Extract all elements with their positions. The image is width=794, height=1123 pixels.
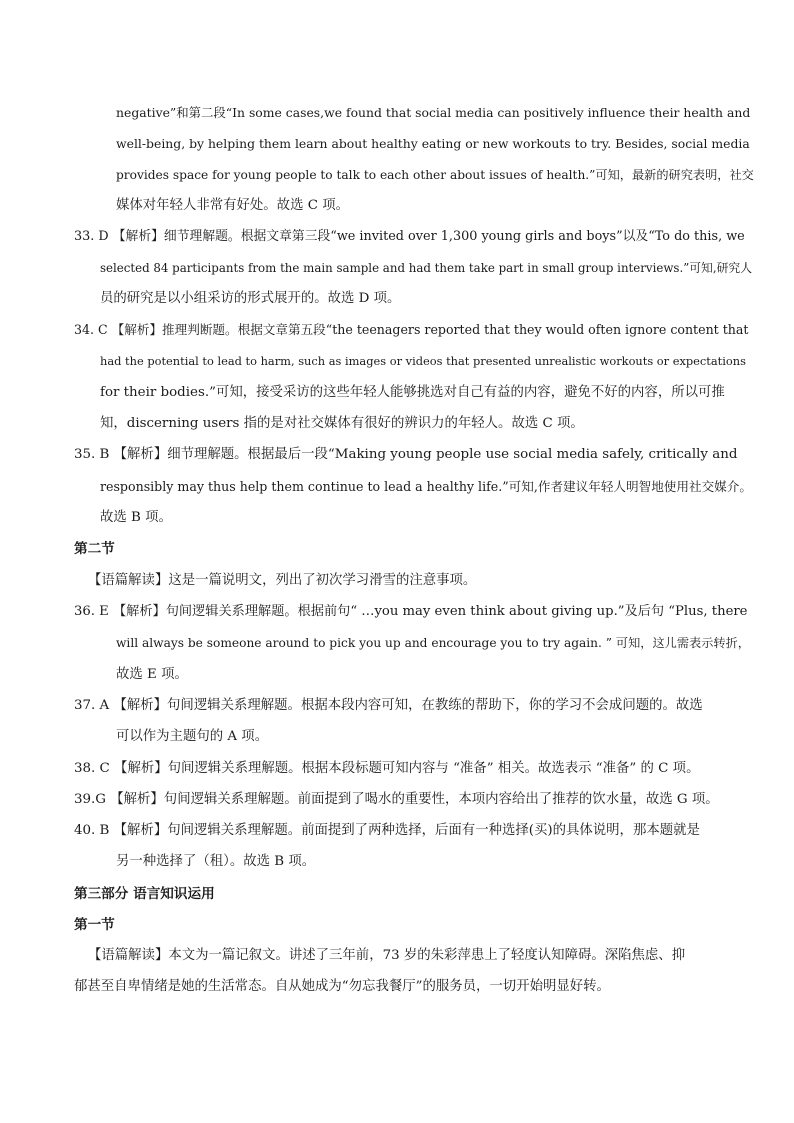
answer-35: 35. B 【解析】细节理解题。根据最后一段“Making young people use social media safely, critically and xyxy=(74,447,738,462)
text-line: 可以作为主题句的 A 项。 xyxy=(116,729,269,744)
text-line: negative”和第二段“In some cases,we found that social media can positively influence their health and xyxy=(116,105,751,120)
answer-37: 37. A 【解析】句间逻辑关系理解题。根据本段内容可知，在教练的帮助下，你的学习不会成问题的。故选 xyxy=(74,698,703,713)
text-line: 媒体对年轻人非常有好处。故选 C 项。 xyxy=(116,198,350,213)
text-line: 知，discerning users 指的是对社交媒体有很好的辨识力的年轻人。故选 C 项。 xyxy=(100,416,584,431)
passage-summary: 【语篇解读】这是一篇说明文，列出了初次学习滑雪的注意事项。 xyxy=(88,573,477,588)
answer-36: 36. E 【解析】句间逻辑关系理解题。根据前句“ …you may even think about giving up.”及后句 “Plus, there xyxy=(74,604,748,619)
text-line: 故选 E 项。 xyxy=(116,667,188,682)
text-line: 故选 B 项。 xyxy=(100,510,172,525)
text-line: will always be someone around to pick you up and encourage you to try again. ” 可知，这儿需表示转折， xyxy=(116,636,750,650)
text-line: selected 84 participants from the main sample and had them take part in small group interviews.”可知,研究人 xyxy=(100,261,752,275)
part-heading: 第三部分 语言知识运用 xyxy=(74,886,215,902)
answer-33: 33. D 【解析】细节理解题。根据文章第三段“we invited over 1,300 young girls and boys”以及“To do this, we xyxy=(74,229,745,244)
text-line: 员的研究是以小组采访的形式展开的。故选 D 项。 xyxy=(100,291,401,306)
answer-40: 40. B 【解析】句间逻辑关系理解题。前面提到了两种选择，后面有一种选择(买)的具体说明，那本题就是 xyxy=(74,823,700,838)
text-line: had the potential to lead to harm, such as images or videos that presented unrealistic workouts or expectations xyxy=(100,354,746,368)
text-line: well-being, by helping them learn about healthy eating or new workouts to try. Besides, social media xyxy=(116,136,750,151)
text-line: 另一种选择了（租）。故选 B 项。 xyxy=(116,854,316,869)
answer-34: 34. C 【解析】推理判断题。根据文章第五段“the teenagers reported that they would often ignore content that xyxy=(74,322,749,337)
text-line: responsibly may thus help them continue to lead a healthy life.”可知,作者建议年轻人明智地使用社交媒介。 xyxy=(100,479,752,494)
section-heading: 第一节 xyxy=(74,917,115,933)
answer-39: 39.G 【解析】句间逻辑关系理解题。前面提到了喝水的重要性，本项内容给出了推荐的饮水量，故选 G 项。 xyxy=(74,792,719,807)
text-line: 郁甚至自卑情绪是她的生活常态。自从她成为“勿忘我餐厅”的服务员，一切开始明显好转。 xyxy=(74,979,610,994)
text-line: provides space for young people to talk to each other about issues of health.”可知，最新的研究表明，社交 xyxy=(116,168,754,182)
passage-summary: 【语篇解读】本文为一篇记叙文。讲述了三年前，73 岁的朱彩萍患上了轻度认知障碍。深陷焦虑、抑 xyxy=(88,948,686,963)
answer-38: 38. C 【解析】句间逻辑关系理解题。根据本段标题可知内容与 “准备” 相关。故选表示 “准备” 的 C 项。 xyxy=(74,761,700,776)
section-heading: 第二节 xyxy=(74,541,115,557)
text-line: for their bodies.”可知，接受采访的这些年轻人能够挑选对自己有益的内容，避免不好的内容，所以可推 xyxy=(100,385,725,400)
